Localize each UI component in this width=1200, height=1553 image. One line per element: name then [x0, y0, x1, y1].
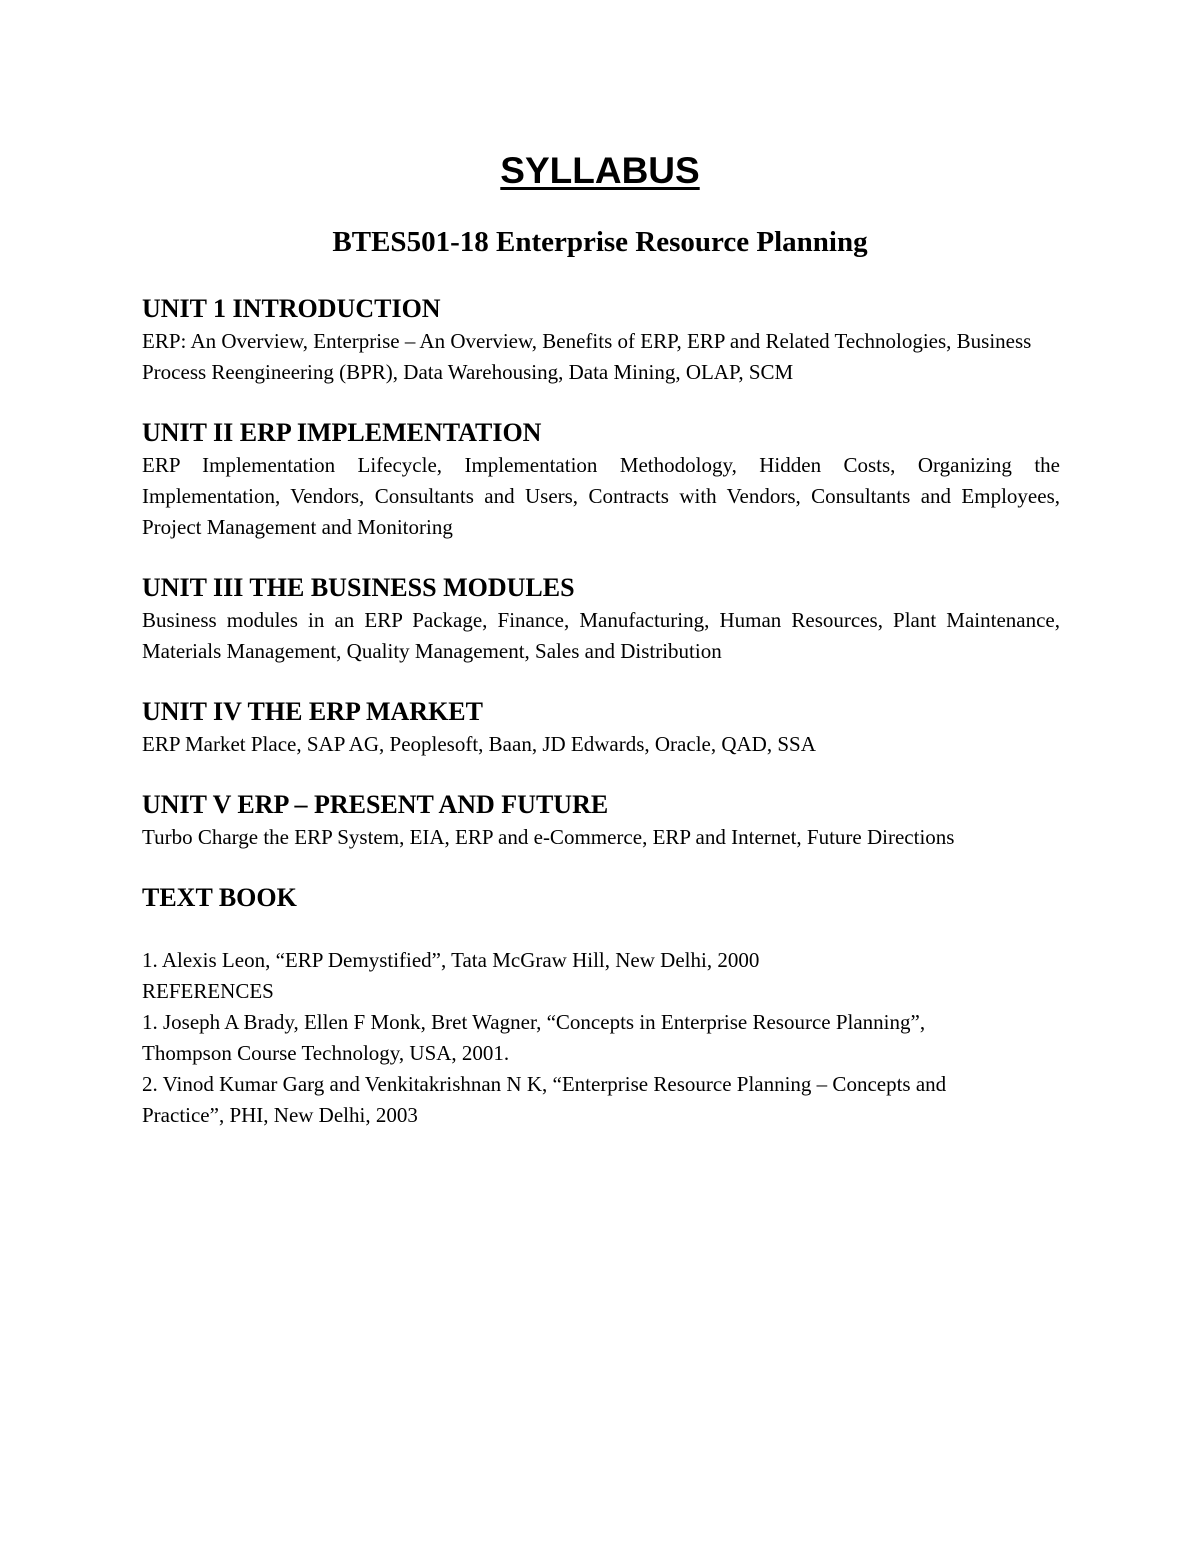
unit-3-heading: UNIT III THE BUSINESS MODULES — [142, 573, 575, 602]
unit-2-body: ERP Implementation Lifecycle, Implementation Methodology, Hidden Costs, Organizing the Implementation, Vendors, Consultants and Users, Contracts with Vendors, Consultants and Employees, Project Management and Monitoring — [142, 453, 1060, 539]
textbook-section — [142, 881, 1060, 1131]
unit-2-section — [142, 416, 1060, 543]
unit-4-body: ERP Market Place, SAP AG, Peoplesoft, Baan, JD Edwards, Oracle, QAD, SSA — [142, 732, 816, 756]
unit-4-heading: UNIT IV THE ERP MARKET — [142, 697, 483, 726]
syllabus-content — [142, 292, 1060, 1131]
course-title: BTES501-18 Enterprise Resource Planning — [332, 226, 868, 258]
unit-5-heading: UNIT V ERP – PRESENT AND FUTURE — [142, 790, 609, 819]
unit-4-section — [142, 695, 1060, 760]
page-title: SYLLABUS — [500, 150, 700, 191]
textbook-item-1: 1. Alexis Leon, “ERP Demystified”, Tata McGraw Hill, New Delhi, 2000 — [142, 948, 760, 972]
references-label: REFERENCES — [142, 979, 274, 1003]
unit-3-body: Business modules in an ERP Package, Finance, Manufacturing, Human Resources, Plant Maintenance, Materials Management, Quality Management, Sales and Distribution — [142, 608, 1060, 663]
textbook-heading: TEXT BOOK — [142, 883, 297, 912]
reference-2-line-1: 2. Vinod Kumar Garg and Venkitakrishnan N K, “Enterprise Resource Planning – Concepts and — [142, 1072, 947, 1096]
unit-1-body: ERP: An Overview, Enterprise – An Overview, Benefits of ERP, ERP and Related Technologies, Business Process Reengineering (BPR), Data Warehousing, Data Mining, OLAP, SCM — [142, 329, 1032, 384]
reference-2-line-2: Practice”, PHI, New Delhi, 2003 — [142, 1103, 418, 1127]
unit-5-section — [142, 788, 1060, 853]
unit-3-section — [142, 571, 1060, 667]
unit-2-heading: UNIT II ERP IMPLEMENTATION — [142, 418, 542, 447]
unit-5-body: Turbo Charge the ERP System, EIA, ERP and e-Commerce, ERP and Internet, Future Directions — [142, 825, 955, 849]
unit-1-heading: UNIT 1 INTRODUCTION — [142, 294, 441, 323]
unit-1-section — [142, 292, 1060, 388]
reference-1-line-1: 1. Joseph A Brady, Ellen F Monk, Bret Wagner, “Concepts in Enterprise Resource Planning”, — [142, 1010, 926, 1034]
reference-1-line-2: Thompson Course Technology, USA, 2001. — [142, 1041, 510, 1065]
